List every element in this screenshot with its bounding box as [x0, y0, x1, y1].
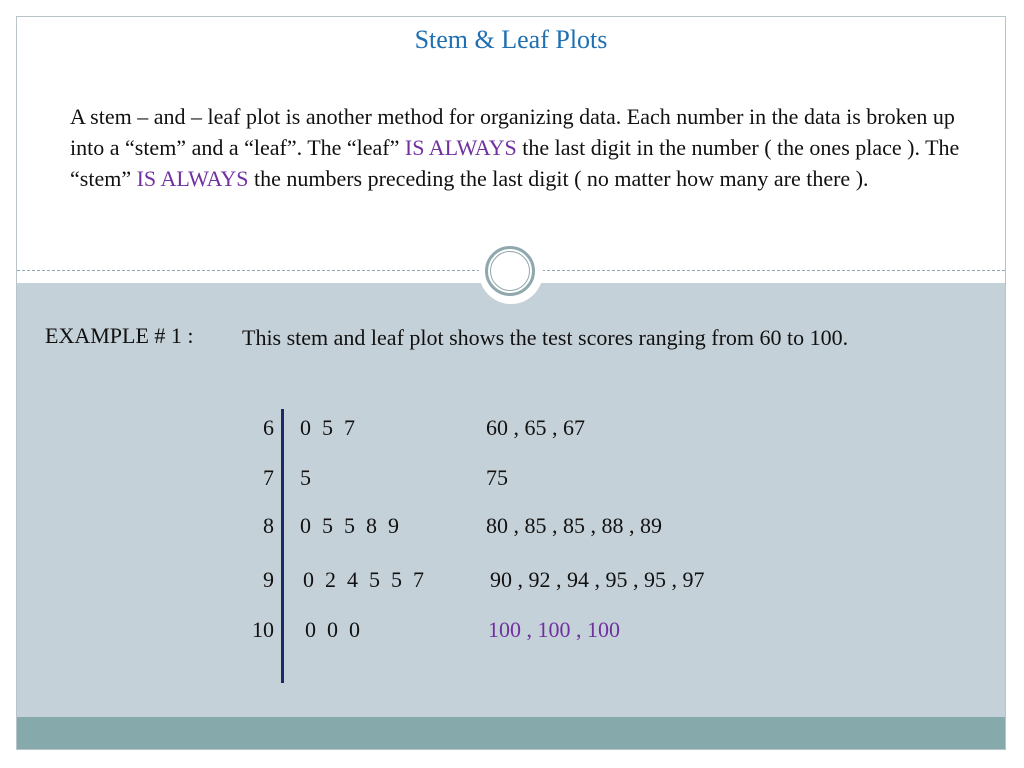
- plot-leaves: 5: [300, 465, 311, 490]
- slide: [16, 16, 1006, 750]
- plot-stem: 8: [263, 513, 274, 538]
- intro-text-3: the numbers preceding the last digit ( no matter how many are there ).: [248, 166, 869, 191]
- intro-paragraph: [70, 101, 970, 194]
- plot-stem: 7: [263, 465, 274, 490]
- plot-stem: 6: [263, 415, 274, 440]
- plot-leaves: 0 5 7: [300, 415, 355, 440]
- example-description: This stem and leaf plot shows the test scores ranging from 60 to 100.: [242, 325, 849, 350]
- divider-ring-inner: [490, 251, 530, 291]
- plot-values: 60 , 65 , 67: [486, 415, 585, 440]
- stem-divider-line: [281, 409, 284, 683]
- plot-values: 80 , 85 , 85 , 88 , 89: [486, 513, 662, 538]
- intro-emphasis-2: IS ALWAYS: [136, 166, 249, 191]
- footer-bar: [17, 717, 1005, 750]
- plot-values: 90 , 92 , 94 , 95 , 95 , 97: [490, 567, 705, 592]
- plot-stem: 10: [252, 617, 274, 642]
- plot-leaves: 0 5 5 8 9: [300, 513, 399, 538]
- plot-values: 100 , 100 , 100: [488, 617, 620, 642]
- intro-text-2: the last digit in the number ( the ones place ). The “stem”: [70, 135, 960, 191]
- plot-leaves: 0 0 0: [305, 617, 360, 642]
- slide-title: Stem & Leaf Plots: [414, 25, 608, 54]
- example-label: EXAMPLE # 1 :: [45, 323, 194, 348]
- intro-text-1: A stem – and – leaf plot is another method for organizing data. Each number in the data is broken up into a “stem” and a “leaf”. The “leaf”: [70, 104, 955, 160]
- intro-emphasis-1: IS ALWAYS: [404, 135, 517, 160]
- plot-leaves: 0 2 4 5 5 7: [303, 567, 424, 592]
- plot-stem: 9: [263, 567, 274, 592]
- plot-values: 75: [486, 465, 508, 490]
